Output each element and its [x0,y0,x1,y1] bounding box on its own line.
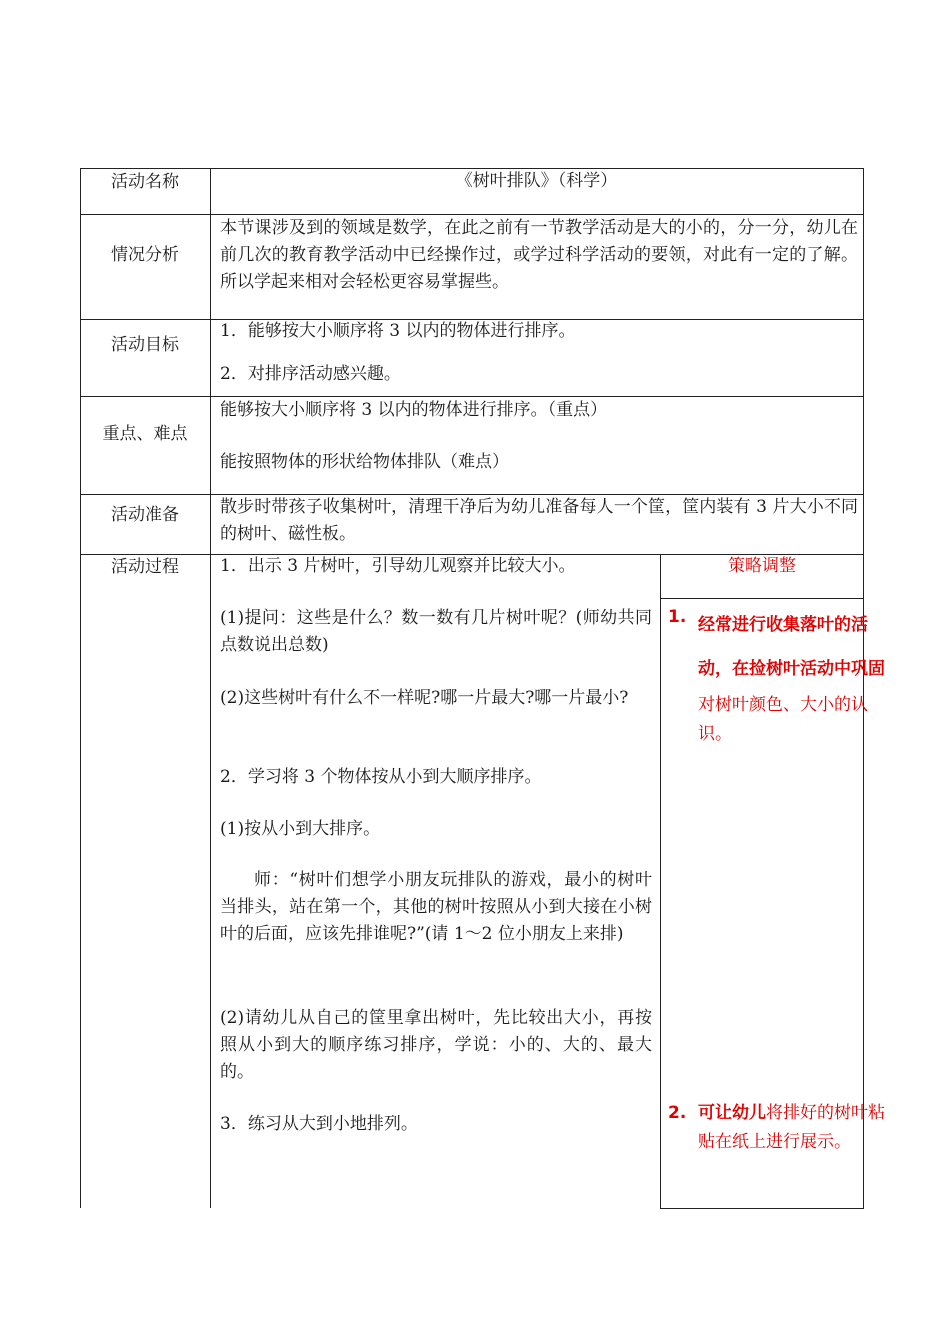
process-step: 1．出示 3 片树叶，引导幼儿观察并比较大小。 [220,556,576,576]
process-step: (1)提问：这些是什么？数一数有几片树叶呢？(师幼共同点数说出总数) [220,608,652,655]
table-border-left [80,168,81,1208]
prep-text: 散步时带孩子收集树叶，清理干净后为幼儿准备每人一个筐，筐内装有 3 片大小不同的树叶、磁性板。 [220,497,858,544]
process-step: 师：“树叶们想学小朋友玩排队的游戏，最小的树叶当排头，站在第一个，其他的树叶按照从小到大接在小树叶的后面，应该先排谁呢?”(请 1～2 位小朋友上来排) [220,870,652,944]
goals-label: 活动目标 [111,335,179,355]
activity-name-label: 活动名称 [111,172,179,192]
goal-item-1: 1．能够按大小顺序将 3 以内的物体进行排序。 [220,321,576,341]
prep-label: 活动准备 [111,505,179,525]
process-step: 2．学习将 3 个物体按从小到大顺序排序。 [220,767,542,787]
activity-name-value: 《树叶排队》（科学） [455,171,618,191]
process-step: (2)这些树叶有什么不一样呢?哪一片最大?哪一片最小? [220,688,629,708]
strategy-title-divider [660,598,864,599]
process-label: 活动过程 [111,557,179,577]
process-step: 3．练习从大到小地排列。 [220,1114,418,1134]
strategy-item-text: 将排好的树叶粘贴在纸上进行展示。 [698,1103,885,1152]
analysis-text: 本节课涉及到的领域是数学，在此之前有一节教学活动是大的小的，分一分，幼儿在前几次的教育教学活动中已经操作过，或学过科学活动的要领，对此有一定的了解。所以学起来相对会轻松更容易掌握些。 [220,218,858,292]
strategy-item-1 [668,603,888,749]
strategy-item-number: 2. [668,1103,687,1123]
strategy-item-bold: 经常进行收集落叶的活动，在捡树叶活动中巩固 [698,615,885,679]
strategy-title: 策略调整 [728,556,796,576]
keypoint-item-1: 能够按大小顺序将 3 以内的物体进行排序。（重点） [220,400,608,420]
strategy-item-text: 对树叶颜色、大小的认识。 [698,695,868,744]
label-column-divider [210,168,211,1208]
process-step: (2)请幼儿从自己的筐里拿出树叶，先比较出大小，再按照从小到大的顺序练习排序，学说：小的、大的、最大的。 [220,1008,652,1082]
keypoints-label: 重点、难点 [102,424,188,444]
strategy-item-2 [668,1099,888,1157]
process-step: (1)按从小到大排序。 [220,819,381,839]
strategy-item-bold: 可让幼儿 [698,1103,766,1123]
keypoint-item-2: 能按照物体的形状给物体排队（难点） [220,452,509,472]
strategy-column-divider [660,554,661,1208]
strategy-bottom-border [660,1208,864,1209]
goal-item-2: 2．对排序活动感兴趣。 [220,364,401,384]
analysis-label: 情况分析 [111,245,179,265]
strategy-item-number: 1. [668,607,687,627]
